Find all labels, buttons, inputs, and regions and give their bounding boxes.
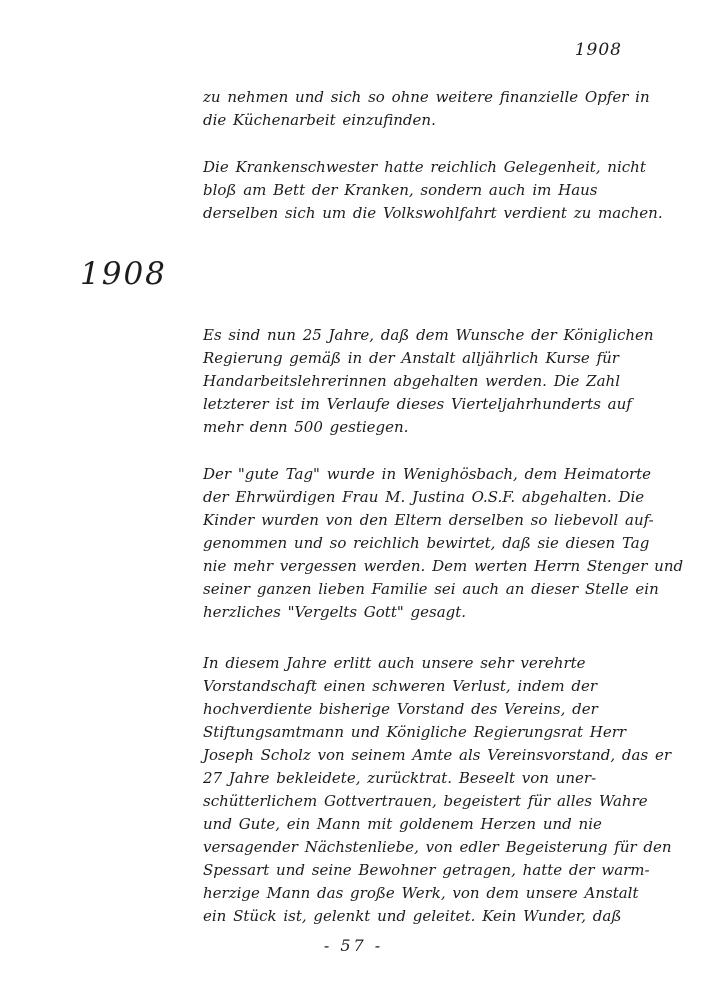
text-line: Handarbeitslehrerinnen abgehalten werden. Die Zahl — [203, 372, 620, 390]
text-line: derselben sich um die Volkswohlfahrt verdient zu machen. — [203, 204, 663, 222]
text-line: Die Krankenschwester hatte reichlich Gelegenheit, nicht — [203, 158, 646, 176]
text-line: versagender Nächstenliebe, von edler Begeisterung für den — [203, 838, 672, 856]
paragraph — [203, 156, 663, 225]
text-line: und Gute, ein Mann mit goldenem Herzen und nie — [203, 815, 602, 833]
text-line: mehr denn 500 gestiegen. — [203, 418, 409, 436]
paragraph — [203, 463, 684, 624]
text-line: Regierung gemäß in der Anstalt alljährlich Kurse für — [203, 349, 619, 367]
text-line: Kinder wurden von den Eltern derselben so liebevoll auf- — [203, 511, 654, 529]
text-line: 27 Jahre bekleidete, zurücktrat. Beseelt von uner- — [203, 769, 597, 787]
text-line: letzterer ist im Verlaufe dieses Vierteljahrhunderts auf — [203, 395, 632, 413]
text-line: bloß am Bett der Kranken, sondern auch im Haus — [203, 181, 598, 199]
running-head-year: 1908 — [574, 40, 622, 60]
text-line: Es sind nun 25 Jahre, daß dem Wunsche der Königlichen — [203, 326, 654, 344]
text-line: der Ehrwürdigen Frau M. Justina O.S.F. abgehalten. Die — [203, 488, 645, 506]
text-line: Stiftungsamtmann und Königliche Regierungsrat Herr — [203, 723, 627, 741]
text-line: schütterlichem Gottvertrauen, begeistert für alles Wahre — [203, 792, 648, 810]
text-line: hochverdiente bisherige Vorstand des Vereins, der — [203, 700, 598, 718]
paragraph — [203, 86, 663, 132]
text-line: ein Stück ist, gelenkt und geleitet. Kein Wunder, daß — [203, 907, 622, 925]
text-line: herzige Mann das große Werk, von dem unsere Anstalt — [203, 884, 639, 902]
text-line: Joseph Scholz von seinem Amte als Vereinsvorstand, das er — [203, 746, 671, 764]
text-line: zu nehmen und sich so ohne weitere finanzielle Opfer in — [203, 88, 650, 106]
paragraph — [203, 652, 672, 928]
footer-page-number: - 57 - — [323, 936, 384, 955]
text-line: In diesem Jahre erlitt auch unsere sehr verehrte — [203, 654, 586, 672]
text-line: die Küchenarbeit einzufinden. — [203, 111, 436, 129]
section-heading-1908: 1908 — [80, 256, 167, 292]
text-line: herzliches "Vergelts Gott" gesagt. — [203, 603, 467, 621]
text-line: seiner ganzen lieben Familie sei auch an dieser Stelle ein — [203, 580, 659, 598]
text-line: genommen und so reichlich bewirtet, daß sie diesen Tag — [203, 534, 650, 552]
text-line: nie mehr vergessen werden. Dem werten Herrn Stenger und — [203, 557, 684, 575]
text-line: Spessart und seine Bewohner getragen, hatte der warm- — [203, 861, 650, 879]
paragraph — [203, 324, 663, 439]
text-line: Vorstandschaft einen schweren Verlust, indem der — [203, 677, 598, 695]
text-line: Der "gute Tag" wurde in Wenighösbach, dem Heimatorte — [203, 465, 652, 483]
